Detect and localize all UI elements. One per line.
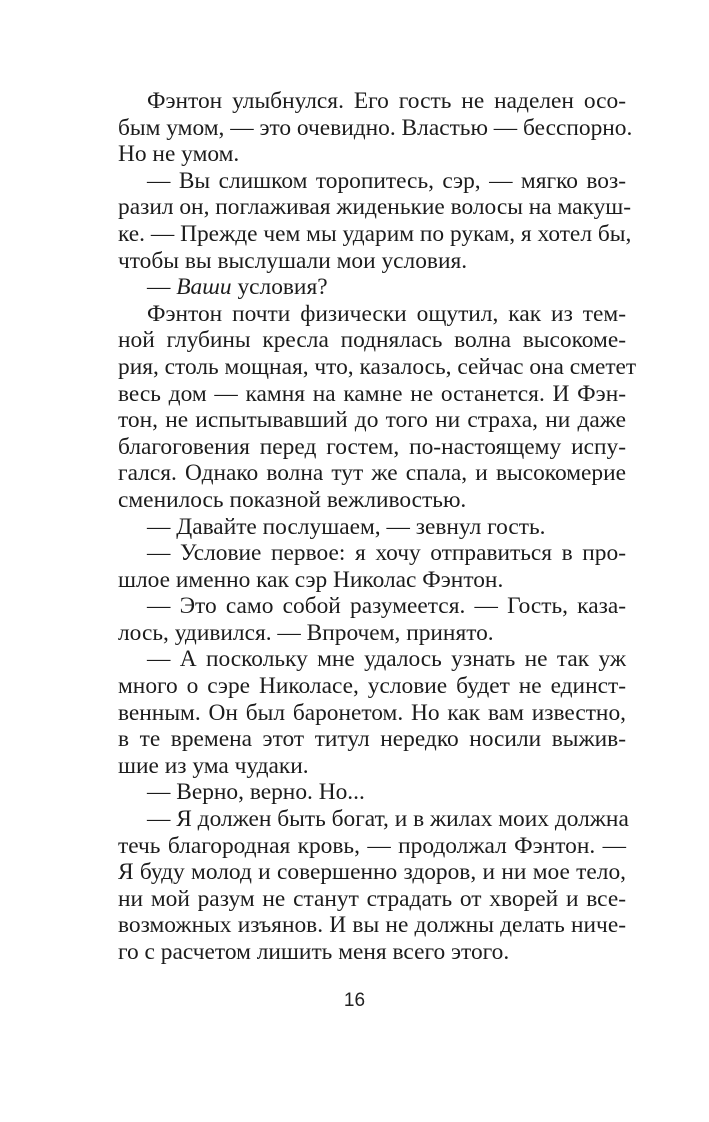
text-line: возможных изъянов. И вы не должны делать ниче- xyxy=(118,912,626,939)
text-line: разил он, поглаживая жиденькие волосы на макуш- xyxy=(118,194,632,221)
text-line: в те времена этот титул нередко носили выжив- xyxy=(118,726,626,753)
text-line: весь дом — камня на камне не останется. И Фэн- xyxy=(118,380,626,407)
dash-text: — xyxy=(147,274,177,301)
text-line: — Давайте послушаем, — зевнул гость. xyxy=(147,513,546,540)
text-line: шие из ума чудаки. xyxy=(118,752,309,779)
page-number: 16 xyxy=(343,990,366,1011)
text-line: течь благородная кровь, — продолжал Фэнтон. — xyxy=(118,832,626,859)
text-line-with-italic xyxy=(118,274,626,301)
italic-word: Ваши xyxy=(176,274,232,301)
text-line: — А поскольку мне удалось узнать не так уж xyxy=(147,646,626,673)
body-text xyxy=(118,88,637,966)
text-line: — Вы слишком торопитесь, сэр, — мягко воз- xyxy=(147,167,626,194)
text-line: чтобы вы выслушали мои условия. xyxy=(118,247,468,274)
text-line: много о сэре Николасе, условие будет не единст- xyxy=(118,673,626,700)
text-line: Но не умом. xyxy=(118,141,240,168)
text-line: тон, не испытывавший до того ни страха, ни даже xyxy=(118,407,626,434)
text-line: ной глубины кресла поднялась волна высокоме- xyxy=(118,327,626,354)
text-line: Фэнтон почти физически ощутил, как из тем- xyxy=(147,300,626,327)
text-line: — Условие первое: я хочу отправиться в про- xyxy=(147,540,626,567)
text-line: лось, удивился. — Впрочем, принято. xyxy=(118,619,494,646)
text-line: Фэнтон улыбнулся. Его гость не наделен осо- xyxy=(147,88,626,114)
text-line: гался. Однако волна тут же спала, и высокомерие xyxy=(118,460,626,487)
text-line: — Я должен быть богат, и в жилах моих должна xyxy=(147,806,629,833)
after-italic-text: условия? xyxy=(231,274,328,301)
text-line: благоговения перед гостем, по-настоящему испу- xyxy=(118,433,626,460)
text-line: рия, столь мощная, что, казалось, сейчас она сметет xyxy=(118,353,637,380)
text-line: шлое именно как сэр Николас Фэнтон. xyxy=(118,566,504,593)
text-line: — Это само собой разумеется. — Гость, каза- xyxy=(147,593,626,620)
text-line: венным. Он был баронетом. Но как вам известно, xyxy=(118,699,626,726)
text-line: — Верно, верно. Но... xyxy=(147,779,365,806)
text-line: Я буду молод и совершенно здоров, и ни мое тело, xyxy=(118,859,626,886)
text-line: сменилось показной вежливостью. xyxy=(118,486,467,513)
text-line: го с расчетом лишить меня всего этого. xyxy=(118,939,510,965)
text-line: бым умом, — это очевидно. Властью — бесспорно. xyxy=(118,114,633,141)
text-line: ке. — Прежде чем мы ударим по рукам, я хотел бы, xyxy=(118,220,632,247)
text-line: ни мой разум не станут страдать от хворей и все- xyxy=(118,885,626,912)
